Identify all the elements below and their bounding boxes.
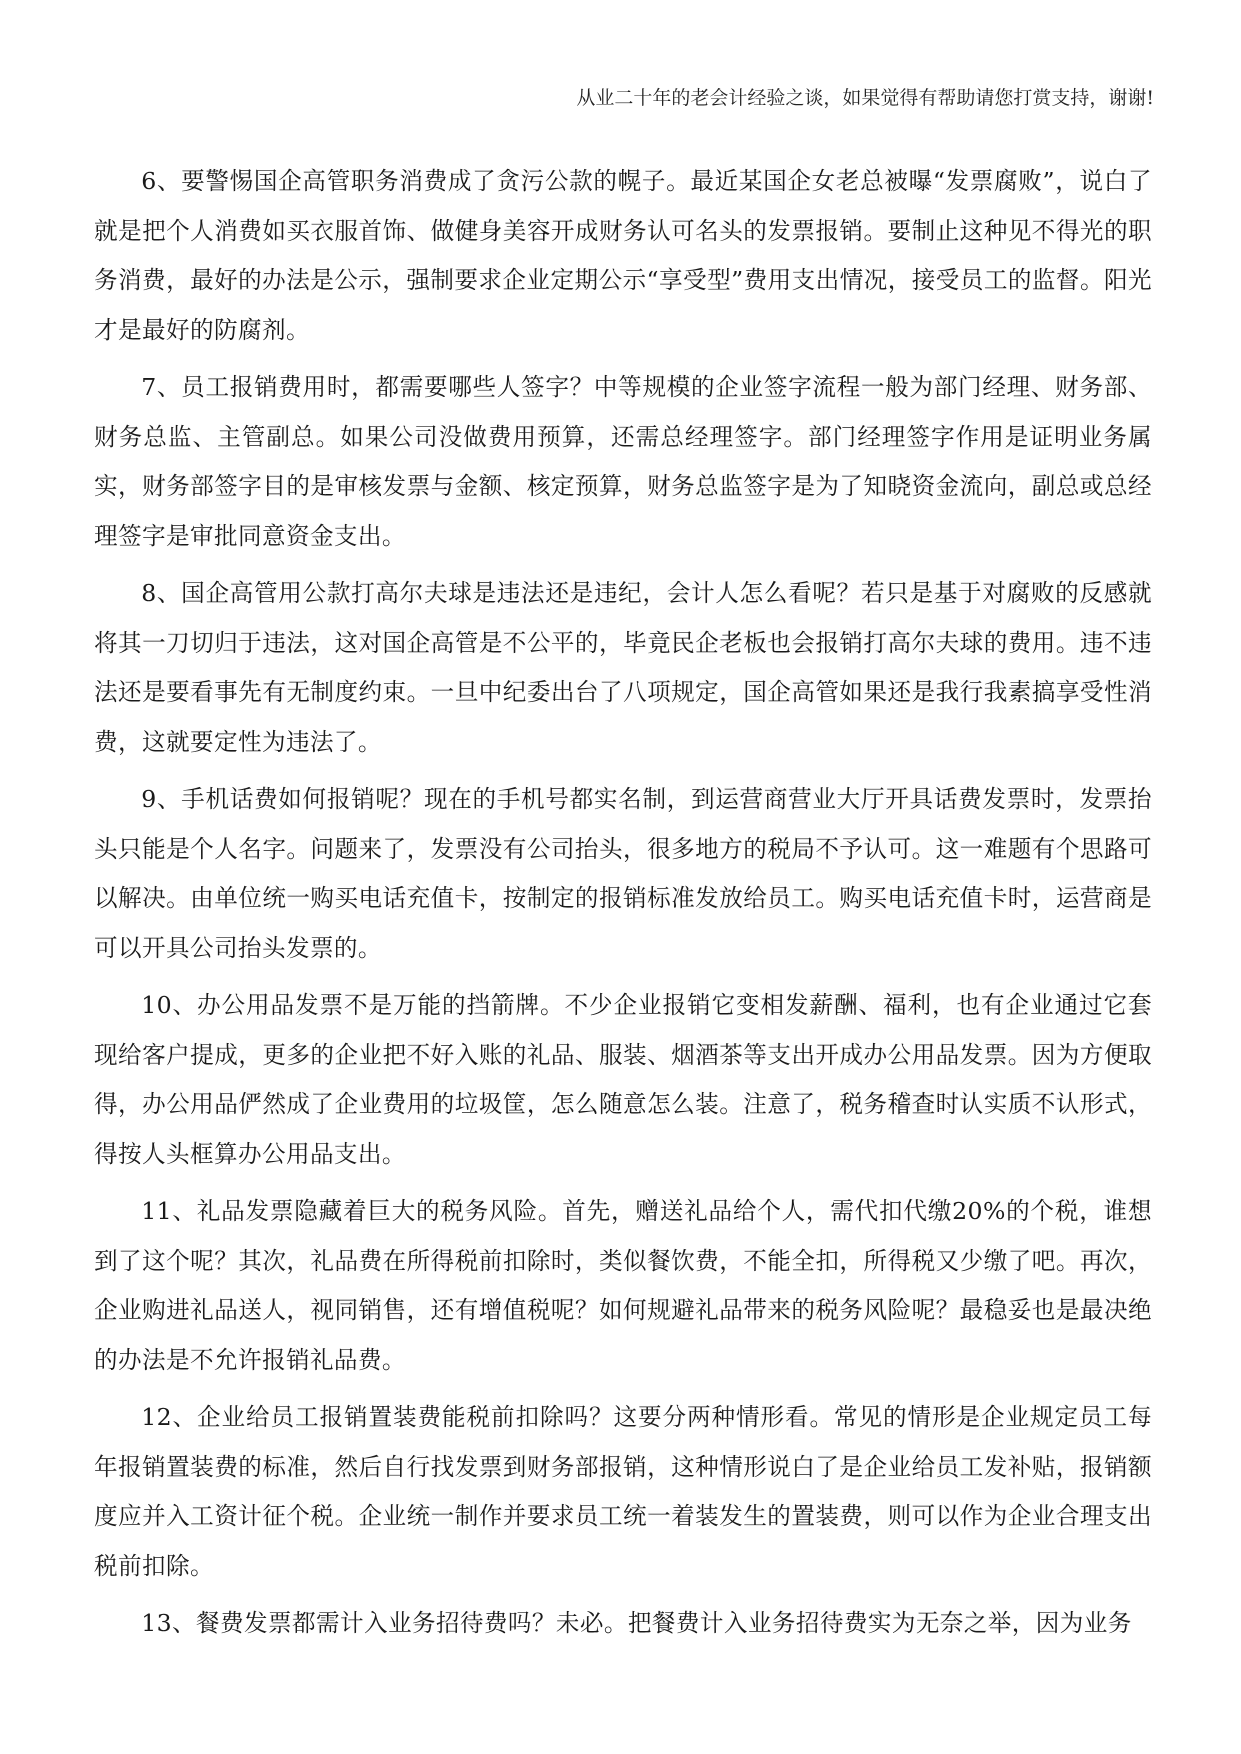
paragraph-6: 6、要警惕国企高管职务消费成了贪污公款的幌子。最近某国企女老总被曝“发票腐败”，说白了就是把个人消费如买衣服首饰、做健身美容开成财务认可名头的发票报销。要制止这种见不得光的职务消费，最好的办法是公示，强制要求企业定期公示“享受型”费用支出情况，接受员工的监督。阳光才是最好的防腐剂。 (94, 167, 1152, 344)
page-header: 从业二十年的老会计经验之谈，如果觉得有帮助请您打赏支持，谢谢! (576, 87, 1154, 109)
paragraph-13: 13、餐费发票都需计入业务招待费吗？未必。把餐费计入业务招待费实为无奈之举，因为业务 (141, 1609, 1132, 1637)
header-divider (94, 124, 1154, 125)
paragraph-7: 7、员工报销费用时，都需要哪些人签字？中等规模的企业签字流程一般为部门经理、财务部、财务总监、主管副总。如果公司没做费用预算，还需总经理签字。部门经理签字作用是证明业务属实，财务部签字目的是审核发票与金额、核定预算，财务总监签字是为了知晓资金流向，副总或总经理签字是审批同意资金支出。 (94, 373, 1152, 550)
paragraph-10: 10、办公用品发票不是万能的挡箭牌。不少企业报销它变相发薪酬、福利，也有企业通过它套现给客户提成，更多的企业把不好入账的礼品、服装、烟酒茶等支出开成办公用品发票。因为方便取得，办公用品俨然成了企业费用的垃圾筐，怎么随意怎么装。注意了，税务稽查时认实质不认形式，得按人头框算办公用品支出。 (94, 991, 1152, 1168)
paragraph-11: 11、礼品发票隐藏着巨大的税务风险。首先，赠送礼品给个人，需代扣代缴20%的个税，谁想到了这个呢？其次，礼品费在所得税前扣除时，类似餐饮费，不能全扣，所得税又少缴了吧。再次，企业购进礼品送人，视同销售，还有增值税呢？如何规避礼品带来的税务风险呢？最稳妥也是最决绝的办法是不允许报销礼品费。 (94, 1197, 1152, 1374)
paragraph-9: 9、手机话费如何报销呢？现在的手机号都实名制，到运营商营业大厅开具话费发票时，发票抬头只能是个人名字。问题来了，发票没有公司抬头，很多地方的税局不予认可。这一难题有个思路可以解决。由单位统一购买电话充值卡，按制定的报销标准发放给员工。购买电话充值卡时，运营商是可以开具公司抬头发票的。 (94, 785, 1152, 962)
document-body (94, 157, 1152, 1657)
paragraph-8: 8、国企高管用公款打高尔夫球是违法还是违纪，会计人怎么看呢？若只是基于对腐败的反感就将其一刀切归于违法，这对国企高管是不公平的，毕竟民企老板也会报销打高尔夫球的费用。违不违法还是要看事先有无制度约束。一旦中纪委出台了八项规定，国企高管如果还是我行我素搞享受性消费，这就要定性为违法了。 (94, 579, 1152, 756)
paragraph-12: 12、企业给员工报销置装费能税前扣除吗？这要分两种情形看。常见的情形是企业规定员工每年报销置装费的标准，然后自行找发票到财务部报销，这种情形说白了是企业给员工发补贴，报销额度应并入工资计征个税。企业统一制作并要求员工统一着装发生的置装费，则可以作为企业合理支出税前扣除。 (94, 1403, 1152, 1580)
